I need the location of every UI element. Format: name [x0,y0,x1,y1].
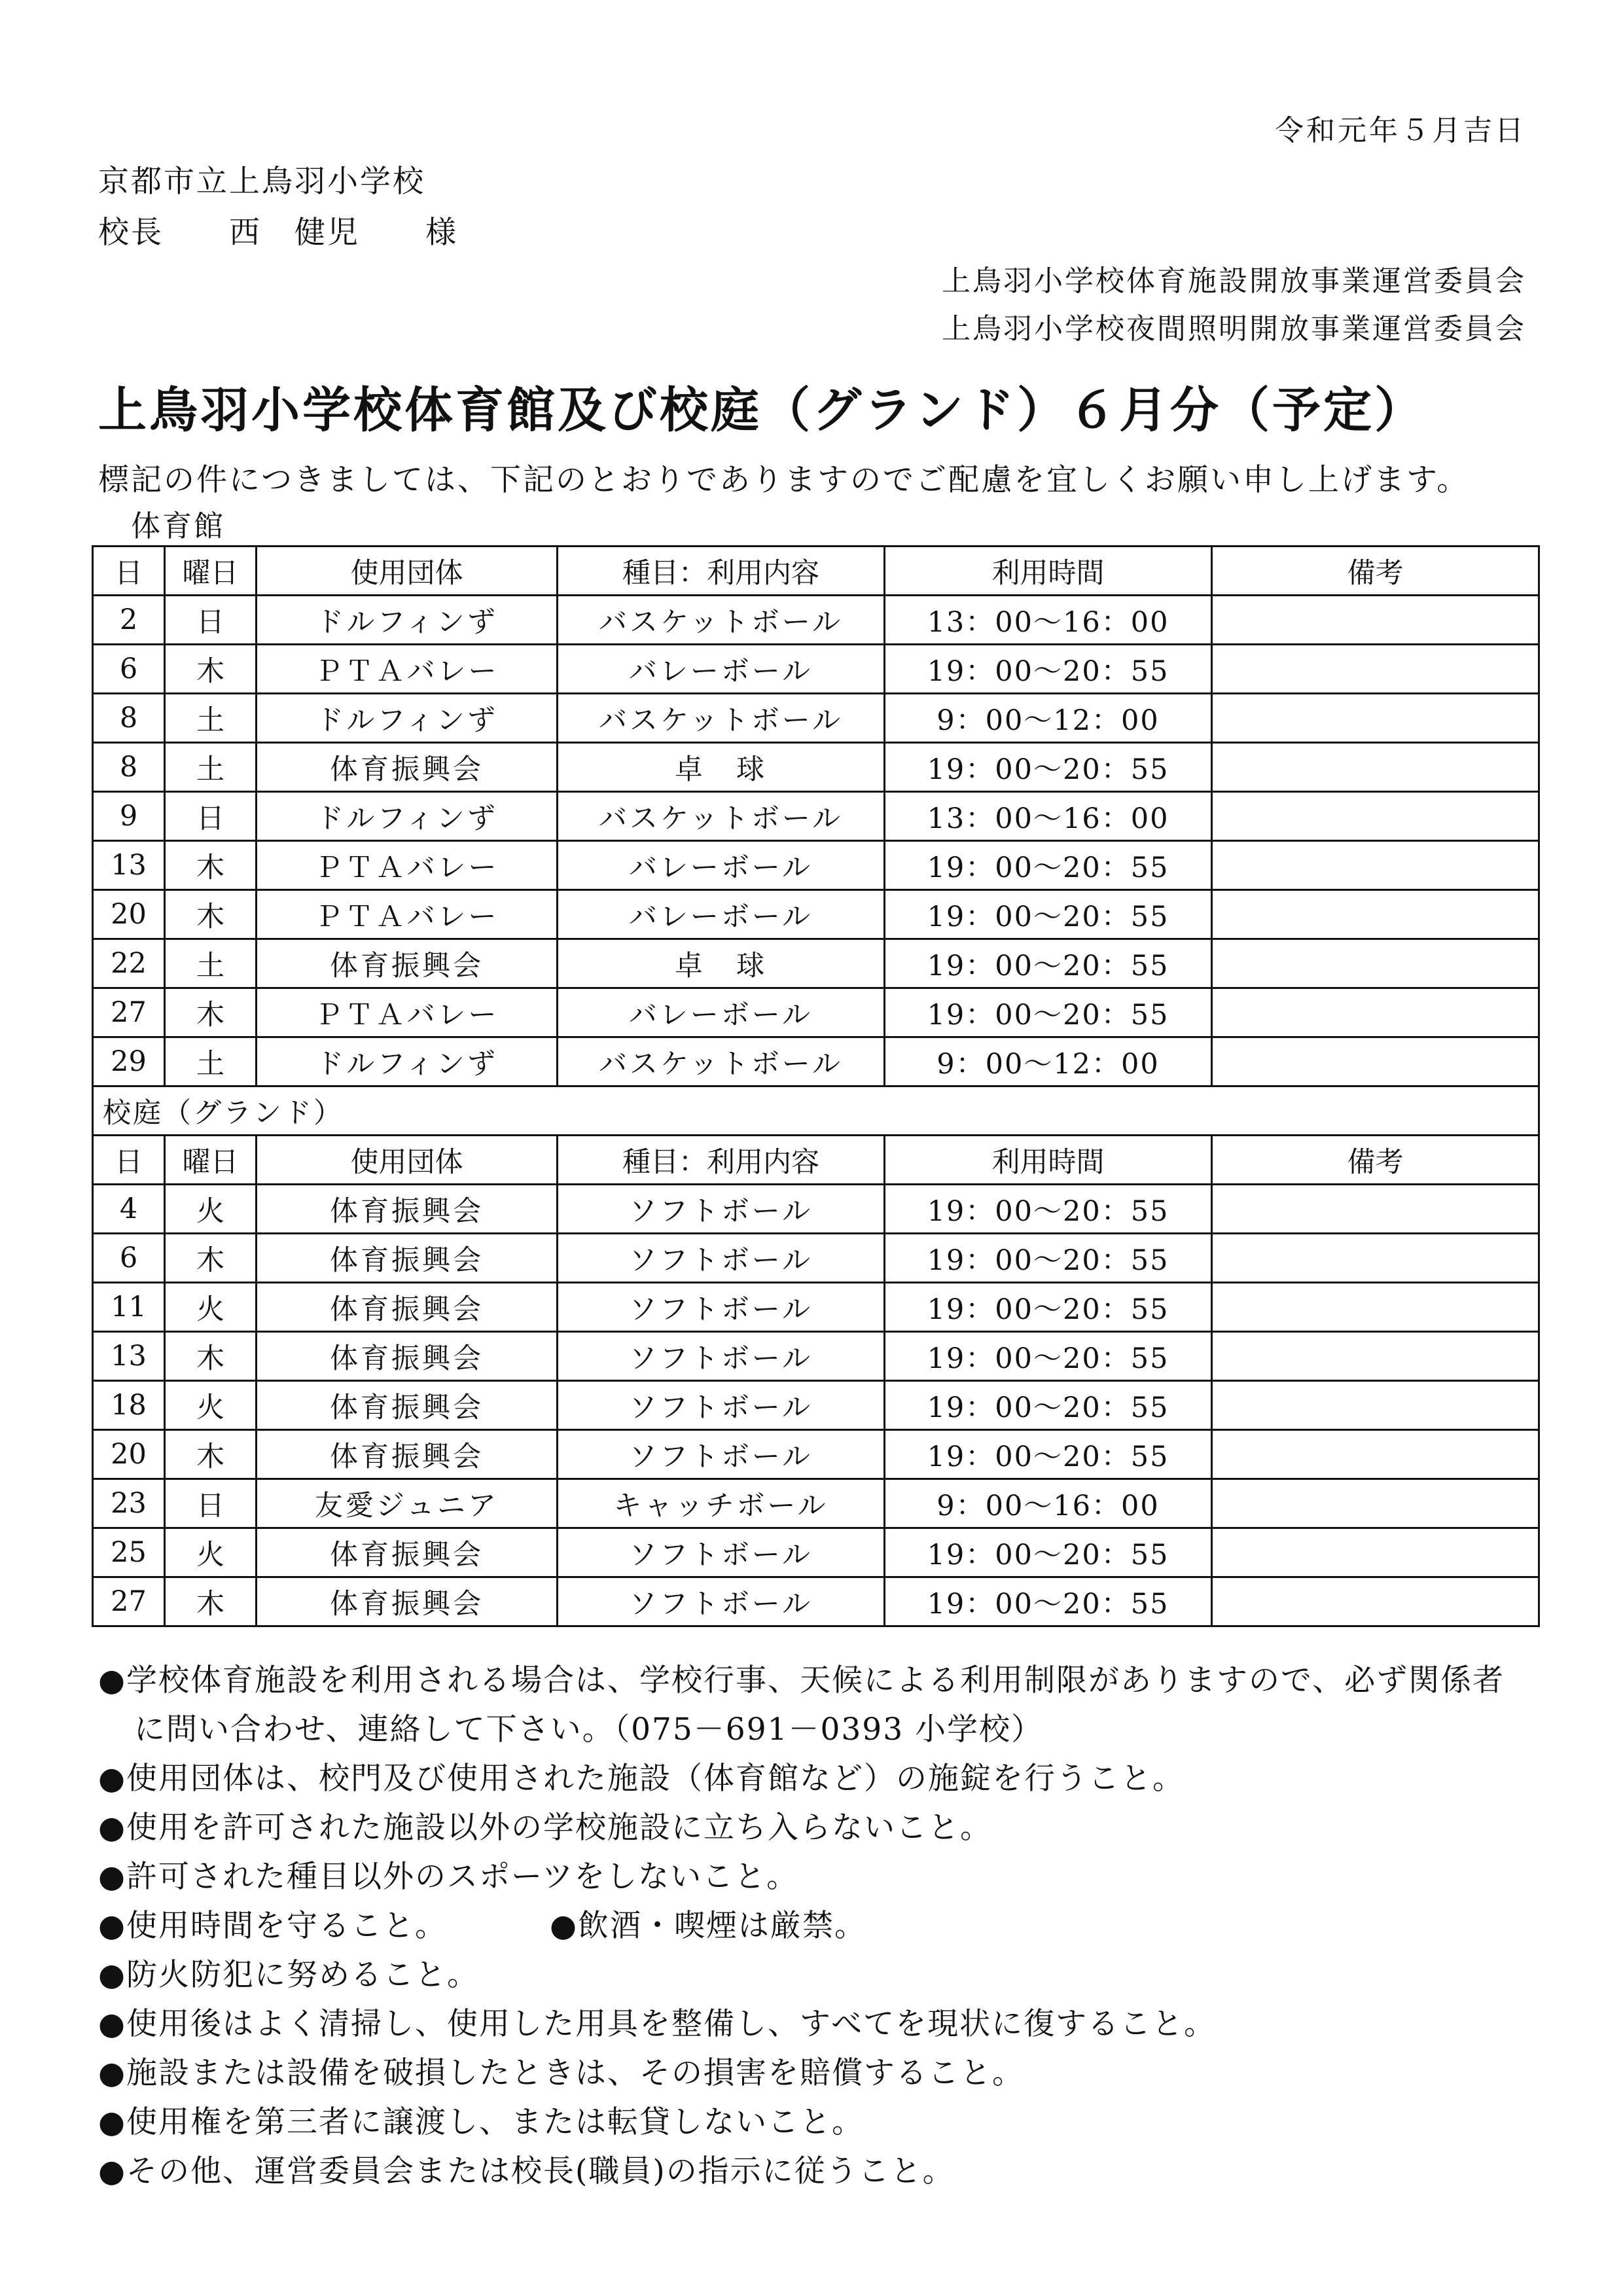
ground-schedule-row [93,1283,1539,1332]
cell-time: 13：00〜16：00 [885,792,1212,841]
cell-remarks [1212,1185,1539,1234]
cell-remarks [1212,841,1539,890]
cell-group: 体育振興会 [257,1381,558,1430]
cell-group: 友愛ジュニア [257,1479,558,1528]
cell-time: 19：00〜20：55 [885,1430,1212,1479]
cell-weekday: 日 [165,596,257,645]
gym-schedule-row [93,645,1539,694]
ground-schedule-row [93,1381,1539,1430]
document-title: 上鳥羽小学校体育館及び校庭（グランド）６月分（予定） [98,382,1425,439]
rule-text: 使用後はよく清掃し、使用した用具を整備し、すべてを現状に復すること。 [126,2006,1217,2042]
rule-item [98,2147,1544,2196]
gym-schedule-row [93,841,1539,890]
cell-remarks [1212,1234,1539,1283]
cell-remarks [1212,694,1539,743]
recipient-honorific: 様 [425,215,458,251]
cell-event: バスケットボール [558,694,885,743]
cell-remarks [1212,1037,1539,1086]
header-weekday: 曜日 [165,1136,257,1185]
header-time: 利用時間 [885,1136,1212,1185]
cell-time: 19：00〜20：55 [885,645,1212,694]
recipient-title: 校長 [98,215,164,251]
cell-event: ソフトボール [558,1234,885,1283]
rule-item [98,1656,1544,1705]
rule-text: 施設または設備を破損したときは、その損害を賠償すること。 [126,2055,1025,2091]
cell-weekday: 日 [165,1479,257,1528]
cell-remarks [1212,988,1539,1037]
ground-schedule-row [93,1577,1539,1626]
rule-text: 使用団体は、校門及び使用された施設（体育館など）の施錠を行うこと。 [126,1761,1185,1797]
header-day: 日 [93,1136,165,1185]
cell-day: 23 [93,1479,165,1528]
cell-time: 19：00〜20：55 [885,1528,1212,1577]
gym-header-row [93,547,1539,596]
rule-item [98,1754,1544,1803]
cell-event: バスケットボール [558,792,885,841]
cell-event: バレーボール [558,841,885,890]
cell-weekday: 火 [165,1283,257,1332]
cell-weekday: 木 [165,1577,257,1626]
schedule-table [92,545,1540,1627]
cell-weekday: 木 [165,841,257,890]
header-remarks: 備考 [1212,1136,1539,1185]
cell-event: バスケットボール [558,596,885,645]
cell-remarks [1212,645,1539,694]
cell-remarks [1212,596,1539,645]
cell-time: 9：00〜12：00 [885,1037,1212,1086]
usage-rules [98,1656,1544,2196]
cell-group: ドルフィンず [257,596,558,645]
cell-event: バレーボール [558,645,885,694]
cell-time: 9：00〜12：00 [885,694,1212,743]
cell-event: ソフトボール [558,1577,885,1626]
header-group: 使用団体 [257,1136,558,1185]
cell-remarks [1212,1577,1539,1626]
gym-schedule-row [93,694,1539,743]
cell-day: 6 [93,645,165,694]
document-date: 令和元年５月吉日 [1275,114,1526,147]
cell-group: ドルフィンず [257,694,558,743]
cell-weekday: 木 [165,1430,257,1479]
cell-group: ドルフィンず [257,792,558,841]
recipient-school: 京都市立上鳥羽小学校 [98,164,425,200]
bullet-icon: ● [98,1957,127,1993]
cell-day: 2 [93,596,165,645]
cell-remarks [1212,1332,1539,1381]
gym-section-label: 体育館 [131,509,226,543]
recipient-name: 西 健児 [229,215,360,251]
gym-schedule-row [93,939,1539,988]
cell-group: ドルフィンず [257,1037,558,1086]
bullet-icon: ● [98,2006,127,2042]
cell-weekday: 木 [165,1332,257,1381]
rule-item [98,2049,1544,2098]
cell-time: 19：00〜20：55 [885,988,1212,1037]
cell-weekday: 木 [165,645,257,694]
ground-schedule-row [93,1528,1539,1577]
cell-weekday: 火 [165,1381,257,1430]
bullet-icon: ● [98,1662,127,1698]
bullet-icon: ● [98,2055,127,2091]
cell-day: 8 [93,694,165,743]
gym-schedule-row [93,792,1539,841]
cell-day: 13 [93,1332,165,1381]
cell-day: 4 [93,1185,165,1234]
rule-text: 使用権を第三者に譲渡し、または転貸しないこと。 [126,2104,865,2140]
rule-item [98,2000,1544,2049]
cell-weekday: 土 [165,1037,257,1086]
cell-event: ソフトボール [558,1430,885,1479]
rule-item [98,1908,447,1944]
cell-weekday: 土 [165,743,257,792]
rule-item [98,2098,1544,2147]
cell-event: バレーボール [558,890,885,939]
bullet-icon: ● [98,1908,127,1944]
rule-item [550,1901,866,1950]
cell-remarks [1212,1283,1539,1332]
rule-text: その他、運営委員会または校長(職員)の指示に従うこと。 [126,2153,955,2189]
cell-day: 6 [93,1234,165,1283]
cell-day: 20 [93,1430,165,1479]
cell-group: 体育振興会 [257,1283,558,1332]
ground-section-row [93,1086,1539,1136]
cell-time: 19：00〜20：55 [885,841,1212,890]
sender-committee-2: 上鳥羽小学校夜間照明開放事業運営委員会 [942,312,1526,346]
cell-time: 19：00〜20：55 [885,1283,1212,1332]
cell-event: バスケットボール [558,1037,885,1086]
ground-schedule [93,1086,1539,1626]
cell-event: キャッチボール [558,1479,885,1528]
header-weekday: 曜日 [165,547,257,596]
cell-time: 19：00〜20：55 [885,1381,1212,1430]
gym-schedule-row [93,743,1539,792]
cell-group: 体育振興会 [257,1234,558,1283]
rule-item-pair [98,1901,1544,1950]
bullet-icon: ● [98,1859,127,1895]
cell-time: 19：00〜20：55 [885,1185,1212,1234]
gym-schedule [93,547,1539,1086]
rule-item [98,1950,1544,2000]
rule-text: 防火防犯に努めること。 [126,1957,480,1993]
rule-item [98,1803,1544,1852]
cell-remarks [1212,792,1539,841]
bullet-icon: ● [98,1810,127,1846]
ground-schedule-row [93,1479,1539,1528]
rule-text: 学校体育施設を利用される場合は、学校行事、天候による利用制限がありますので、必ず関係者 [126,1662,1505,1698]
cell-group: 体育振興会 [257,1528,558,1577]
cell-day: 27 [93,1577,165,1626]
cell-day: 13 [93,841,165,890]
sender-committee-1: 上鳥羽小学校体育施設開放事業運営委員会 [942,264,1526,298]
cell-event: バレーボール [558,988,885,1037]
cell-weekday: 火 [165,1185,257,1234]
cell-event: 卓 球 [558,939,885,988]
gym-schedule-row [93,988,1539,1037]
rule-text: 許可された種目以外のスポーツをしないこと。 [126,1859,799,1895]
cell-weekday: 木 [165,988,257,1037]
cell-day: 9 [93,792,165,841]
ground-schedule-row [93,1332,1539,1381]
cell-weekday: 土 [165,694,257,743]
cell-group: ＰＴＡバレー [257,988,558,1037]
cell-event: ソフトボール [558,1381,885,1430]
header-time: 利用時間 [885,547,1212,596]
gym-schedule-row [93,1037,1539,1086]
cell-group: 体育振興会 [257,1577,558,1626]
bullet-icon: ● [98,1761,127,1797]
ground-header-row [93,1136,1539,1185]
cell-event: 卓 球 [558,743,885,792]
cell-time: 19：00〜20：55 [885,890,1212,939]
cell-group: 体育振興会 [257,1332,558,1381]
cell-group: 体育振興会 [257,743,558,792]
cell-remarks [1212,1430,1539,1479]
rule-item [98,1852,1544,1901]
cell-remarks [1212,939,1539,988]
cell-event: ソフトボール [558,1332,885,1381]
header-event: 種目：利用内容 [558,1136,885,1185]
cell-group: ＰＴＡバレー [257,841,558,890]
cell-group: ＰＴＡバレー [257,890,558,939]
cell-event: ソフトボール [558,1185,885,1234]
cell-weekday: 日 [165,792,257,841]
rule-item-continued [98,1705,1544,1754]
bullet-icon: ● [550,1908,579,1944]
cell-weekday: 木 [165,890,257,939]
cell-event: ソフトボール [558,1283,885,1332]
ground-schedule-row [93,1234,1539,1283]
header-day: 日 [93,547,165,596]
cell-time: 19：00〜20：55 [885,743,1212,792]
gym-schedule-row [93,596,1539,645]
cell-day: 29 [93,1037,165,1086]
ground-schedule-row [93,1185,1539,1234]
cell-remarks [1212,890,1539,939]
cell-group: 体育振興会 [257,1185,558,1234]
intro-text: 標記の件につきましては、下記のとおりでありますのでご配慮を宜しくお願い申し上げます。 [98,462,1470,498]
header-remarks: 備考 [1212,547,1539,596]
cell-time: 13：00〜16：00 [885,596,1212,645]
rule-text: 使用時間を守ること。 [126,1908,448,1944]
rule-text: 使用を許可された施設以外の学校施設に立ち入らないこと。 [126,1810,993,1846]
cell-day: 27 [93,988,165,1037]
cell-day: 25 [93,1528,165,1577]
ground-section-label: 校庭（グランド） [93,1086,1539,1136]
cell-day: 18 [93,1381,165,1430]
cell-day: 8 [93,743,165,792]
cell-group: 体育振興会 [257,1430,558,1479]
header-group: 使用団体 [257,547,558,596]
cell-remarks [1212,743,1539,792]
cell-time: 19：00〜20：55 [885,939,1212,988]
cell-remarks [1212,1479,1539,1528]
rule-text: に問い合わせ、連絡して下さい。（075－691－0393 小学校） [134,1712,1044,1748]
ground-schedule-row [93,1430,1539,1479]
cell-weekday: 火 [165,1528,257,1577]
cell-time: 19：00〜20：55 [885,1332,1212,1381]
cell-time: 19：00〜20：55 [885,1234,1212,1283]
cell-event: ソフトボール [558,1528,885,1577]
recipient-line [98,208,458,252]
rule-text: 飲酒・喫煙は厳禁。 [578,1908,867,1944]
cell-time: 9：00〜16：00 [885,1479,1212,1528]
gym-schedule-row [93,890,1539,939]
cell-day: 22 [93,939,165,988]
cell-day: 11 [93,1283,165,1332]
header-event: 種目：利用内容 [558,547,885,596]
cell-weekday: 木 [165,1234,257,1283]
cell-remarks [1212,1381,1539,1430]
cell-group: ＰＴＡバレー [257,645,558,694]
cell-day: 20 [93,890,165,939]
cell-weekday: 土 [165,939,257,988]
cell-group: 体育振興会 [257,939,558,988]
bullet-icon: ● [98,2153,127,2189]
cell-time: 19：00〜20：55 [885,1577,1212,1626]
cell-remarks [1212,1528,1539,1577]
bullet-icon: ● [98,2104,127,2140]
